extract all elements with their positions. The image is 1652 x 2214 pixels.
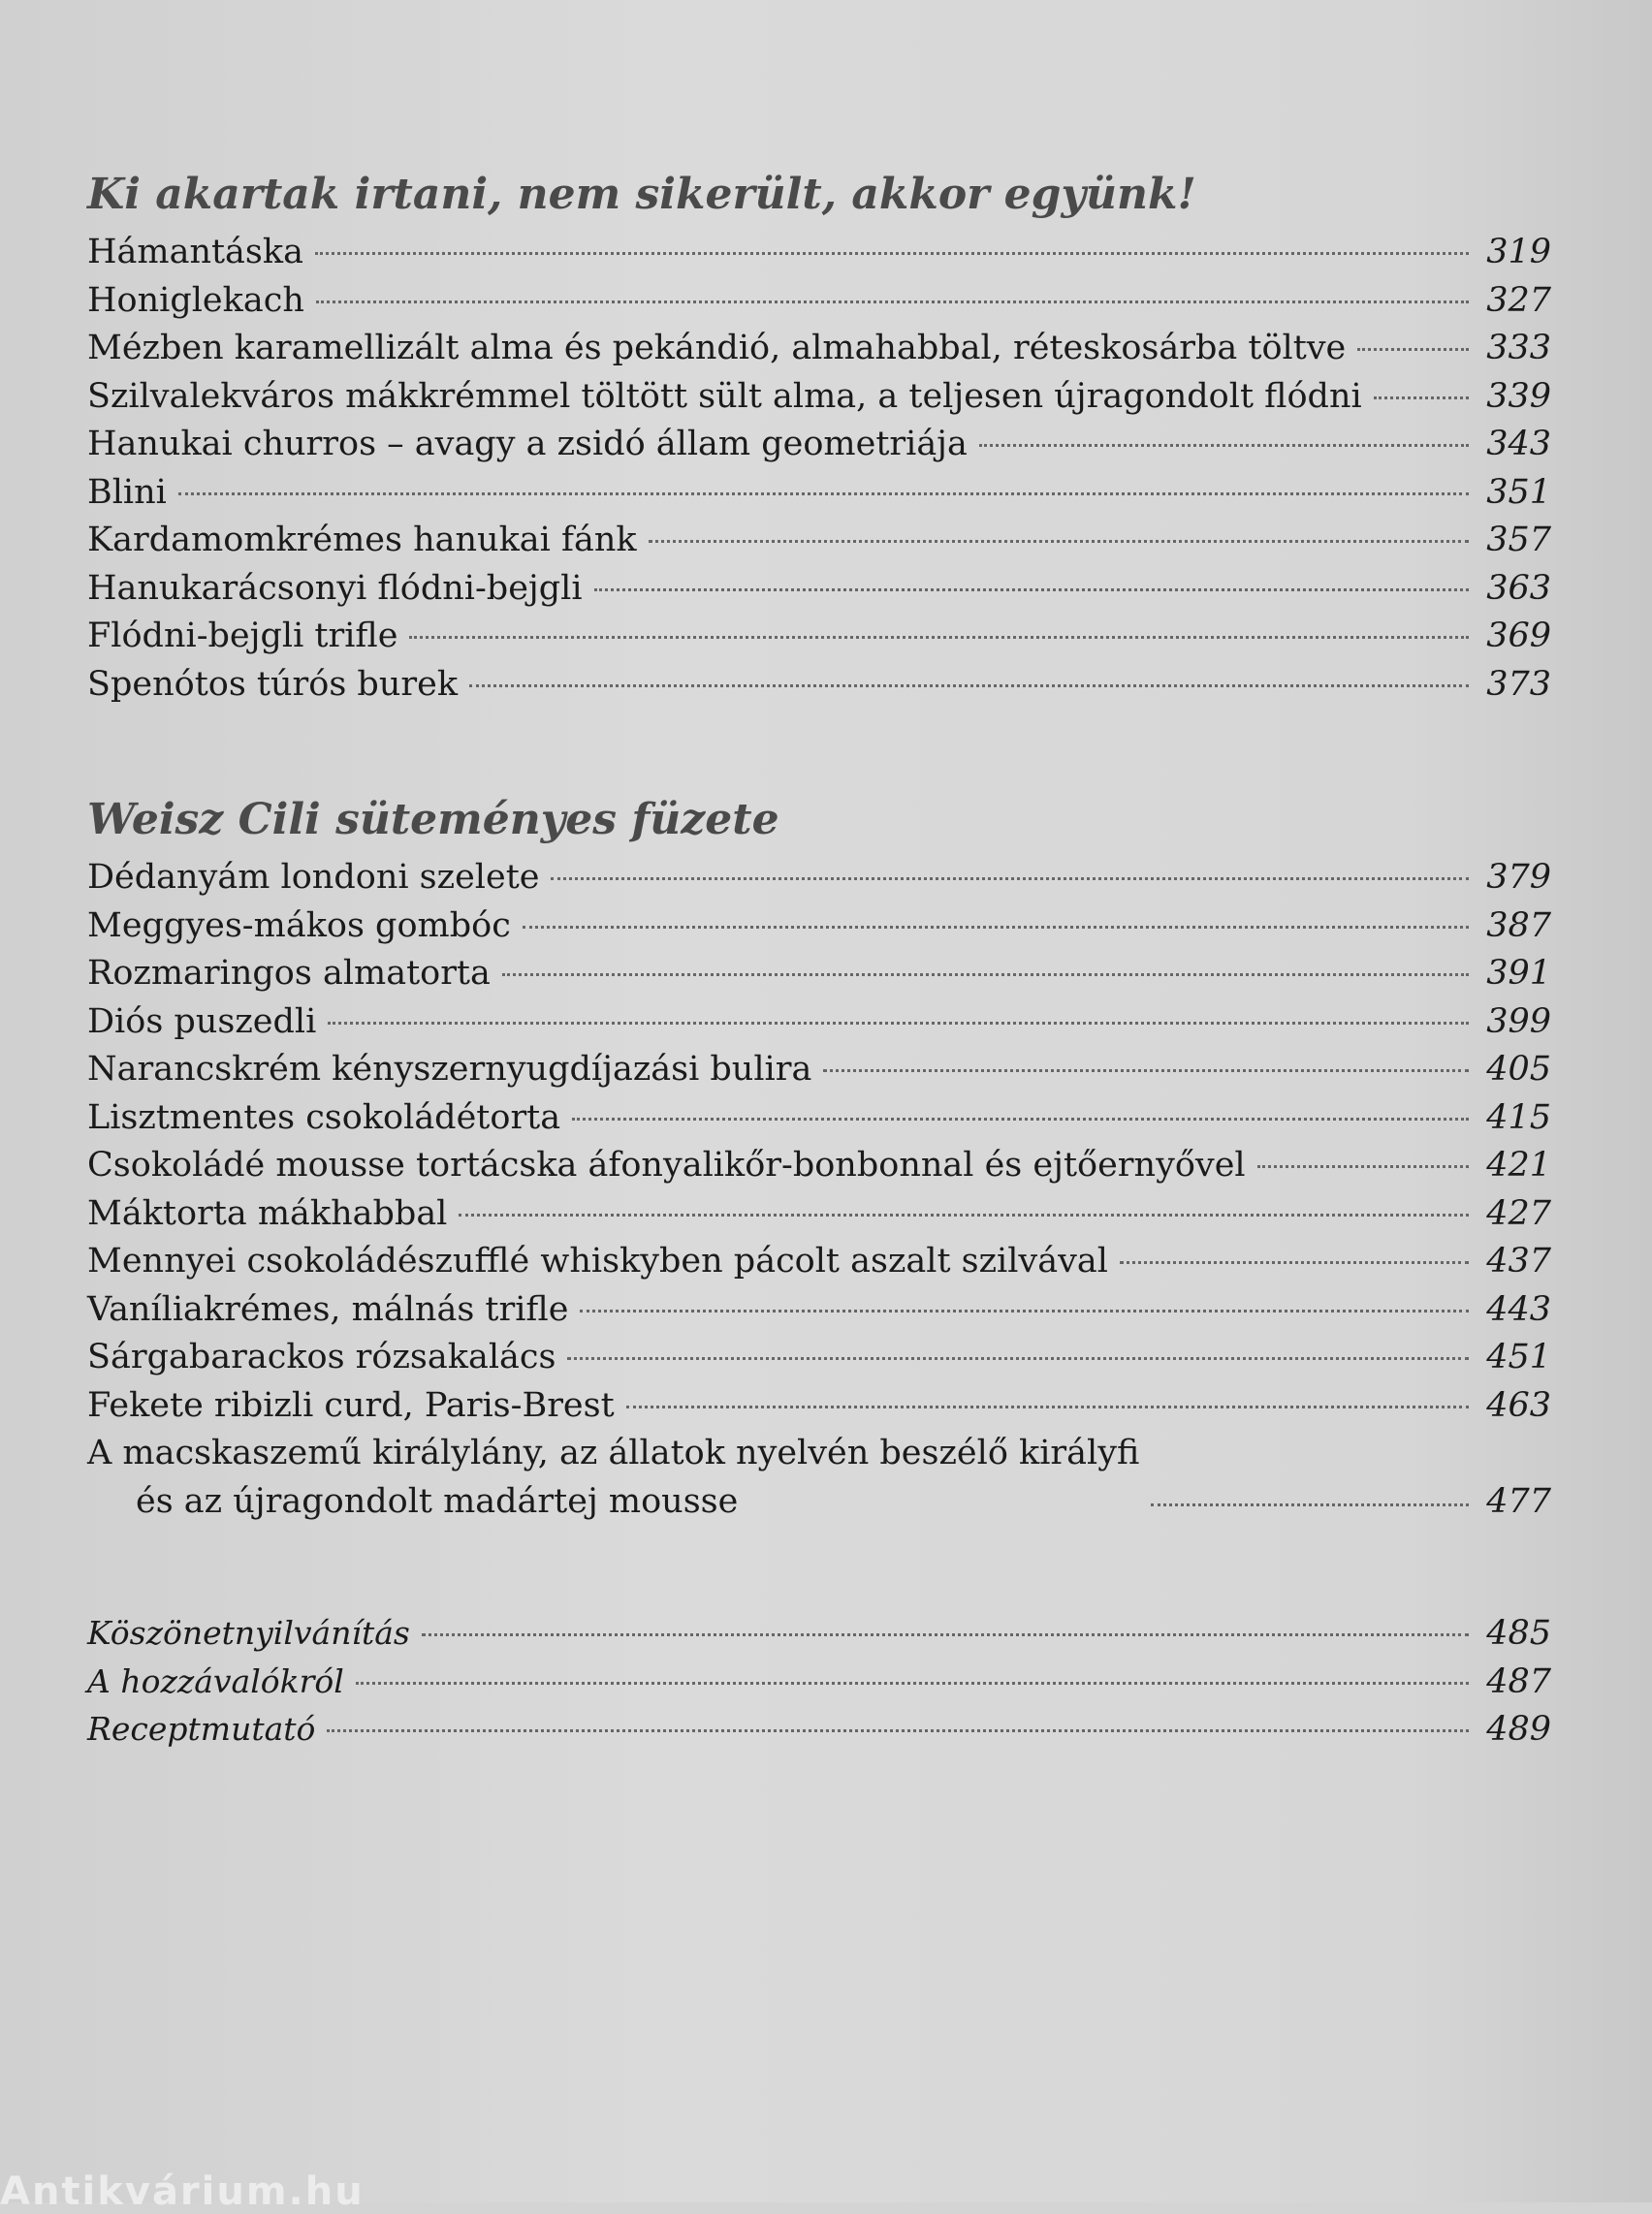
toc-entry-title <box>87 1430 1139 1526</box>
toc-entry <box>87 277 1551 326</box>
toc-entry-page: 319 <box>1486 233 1551 271</box>
dot-leader <box>523 926 1469 929</box>
toc-entry <box>87 373 1551 422</box>
dot-leader <box>823 1069 1469 1072</box>
toc-entry-title: Lisztmentes csokoládétorta <box>87 1097 561 1137</box>
toc-entry <box>87 1286 1551 1335</box>
toc-entry <box>87 902 1551 951</box>
dot-leader <box>316 300 1469 303</box>
toc-entry-page: 339 <box>1486 376 1551 416</box>
toc-entry <box>87 613 1551 661</box>
toc-section-2 <box>87 790 1551 1526</box>
toc-entry-title: Csokoládé mousse tortácska áfonyalikőr-bonbonnal és ejtőernyővel <box>87 1146 1246 1185</box>
toc-entry <box>87 998 1551 1047</box>
toc-entry <box>87 854 1551 902</box>
toc-entry <box>87 325 1551 373</box>
toc-entry-title-line-1: A macskaszemű királylány, az állatok nyelvén beszélő királyfi <box>87 1434 1140 1472</box>
dot-leader <box>459 1214 1469 1217</box>
toc-entry-page: 443 <box>1486 1289 1551 1329</box>
dot-leader <box>178 492 1469 495</box>
dot-leader <box>1257 1165 1470 1168</box>
toc-entry-page: 391 <box>1486 954 1551 993</box>
toc-list <box>87 1609 1551 1754</box>
toc-entry <box>87 1382 1551 1431</box>
toc-section-1 <box>87 165 1551 709</box>
toc-entry-title: Mennyei csokoládészufflé whiskyben pácolt aszalt szilvával <box>87 1242 1108 1281</box>
dot-leader <box>1374 396 1470 399</box>
section-heading: Weisz Cili süteményes füzete <box>87 795 779 844</box>
dot-leader <box>1357 348 1469 351</box>
dot-leader <box>572 1118 1469 1121</box>
toc-entry-page: 463 <box>1486 1385 1551 1425</box>
dot-leader <box>649 540 1470 543</box>
dot-leader <box>626 1406 1470 1408</box>
toc-entry-title: Honiglekach <box>87 280 304 320</box>
toc-entry <box>87 1609 1551 1658</box>
toc-entry <box>87 229 1551 277</box>
dot-leader <box>328 1022 1469 1025</box>
toc-entry-page: 369 <box>1486 617 1551 655</box>
toc-entry-multiline <box>87 1430 1551 1526</box>
toc-entry <box>87 1238 1551 1286</box>
toc-entry-page: 451 <box>1486 1338 1551 1376</box>
toc-entry <box>87 950 1551 998</box>
dot-leader <box>409 636 1469 639</box>
dot-leader <box>502 973 1469 976</box>
toc-entry-title-line-2: és az újragondolt madártej mousse <box>136 1481 739 1521</box>
toc-entry-page: 477 <box>1486 1481 1551 1521</box>
toc-entry-page: 489 <box>1486 1710 1551 1749</box>
toc-entry-page: 343 <box>1486 425 1551 463</box>
dot-leader <box>580 1310 1469 1313</box>
toc-entry-page: 327 <box>1486 280 1551 320</box>
toc-entry-page: 363 <box>1486 568 1551 608</box>
toc-entry-page: 379 <box>1486 858 1551 897</box>
toc-entry-title: Meggyes-mákos gombóc <box>87 905 511 945</box>
dot-leader <box>469 684 1469 687</box>
toc-entry <box>87 1658 1551 1706</box>
toc-entry-page: 399 <box>1486 1001 1551 1041</box>
toc-entry <box>87 1046 1551 1094</box>
toc-entry <box>87 1142 1551 1190</box>
dot-leader <box>979 444 1469 447</box>
toc-entry <box>87 1334 1551 1382</box>
dot-leader <box>594 588 1470 591</box>
toc-entry-page: 427 <box>1486 1193 1551 1233</box>
toc-entry-title: Vaníliakrémes, málnás trifle <box>87 1289 569 1329</box>
toc-list <box>87 229 1551 709</box>
dot-leader <box>1120 1261 1469 1264</box>
dot-leader <box>315 252 1469 255</box>
toc-entry-title: Hámantáska <box>87 233 303 271</box>
toc-entry-page: 415 <box>1486 1097 1551 1137</box>
toc-entry <box>87 565 1551 614</box>
toc-entry <box>87 661 1551 710</box>
toc-entry-page: 373 <box>1486 664 1551 704</box>
toc-entry-page: 487 <box>1486 1661 1551 1701</box>
toc-entry-page: 333 <box>1486 329 1551 367</box>
toc-entry <box>87 1094 1551 1143</box>
toc-entry-title: Hanukai churros – avagy a zsidó állam geometriája <box>87 425 968 463</box>
toc-entry-page: 485 <box>1486 1614 1551 1653</box>
toc-entry-page: 405 <box>1486 1050 1551 1089</box>
toc-entry-title: Receptmutató <box>87 1710 316 1748</box>
section-heading: Ki akartak irtani, nem sikerült, akkor együnk! <box>87 170 1196 219</box>
toc-entry-title: Rozmaringos almatorta <box>87 954 491 993</box>
toc-entry <box>87 421 1551 469</box>
dot-leader <box>327 1729 1469 1732</box>
toc-entry-title: Szilvalekváros mákkrémmel töltött sült alma, a teljesen újragondolt flódni <box>87 376 1362 416</box>
toc-entry-title: Kardamomkrémes hanukai fánk <box>87 521 637 559</box>
toc-entry-title: Mézben karamellizált alma és pekándió, almahabbal, réteskosárba töltve <box>87 329 1347 367</box>
dot-leader <box>551 877 1469 880</box>
toc-entry-title: Blini <box>87 472 167 512</box>
toc-entry <box>87 1705 1551 1754</box>
toc-entry-title: A hozzávalókról <box>87 1661 344 1700</box>
toc-entry <box>87 1190 1551 1239</box>
toc-list <box>87 854 1551 1526</box>
toc-entry-title: Köszönetnyilvánítás <box>87 1614 410 1652</box>
toc-entry-title: Diós puszedli <box>87 1001 317 1041</box>
toc-entry-page: 351 <box>1486 472 1551 512</box>
toc-entry-page: 357 <box>1486 521 1551 559</box>
toc-entry <box>87 517 1551 565</box>
toc-entry-page: 387 <box>1486 905 1551 945</box>
toc-entry-title: Flódni-bejgli trifle <box>87 617 398 655</box>
toc-entry-title: Narancskrém kényszernyugdíjazási bulira <box>87 1050 812 1089</box>
dot-leader <box>356 1682 1469 1685</box>
toc-section-backmatter <box>87 1609 1551 1754</box>
toc-entry-title: Fekete ribizli curd, Paris-Brest <box>87 1385 615 1425</box>
toc-entry-title: Spenótos túrós burek <box>87 664 459 704</box>
toc-entry-page: 437 <box>1486 1242 1551 1281</box>
dot-leader <box>567 1357 1469 1360</box>
toc-entry-title: Hanukarácsonyi flódni-bejgli <box>87 568 583 608</box>
toc-entry-page: 421 <box>1486 1146 1551 1185</box>
dot-leader <box>422 1633 1469 1636</box>
watermark: Antikvárium.hu <box>0 2169 365 2214</box>
toc-entry-title: Máktorta mákhabbal <box>87 1193 448 1233</box>
toc-entry <box>87 469 1551 518</box>
toc-entry-title: Dédanyám londoni szelete <box>87 858 540 897</box>
toc-entry-title: Sárgabarackos rózsakalács <box>87 1338 556 1376</box>
dot-leader <box>1151 1503 1469 1506</box>
